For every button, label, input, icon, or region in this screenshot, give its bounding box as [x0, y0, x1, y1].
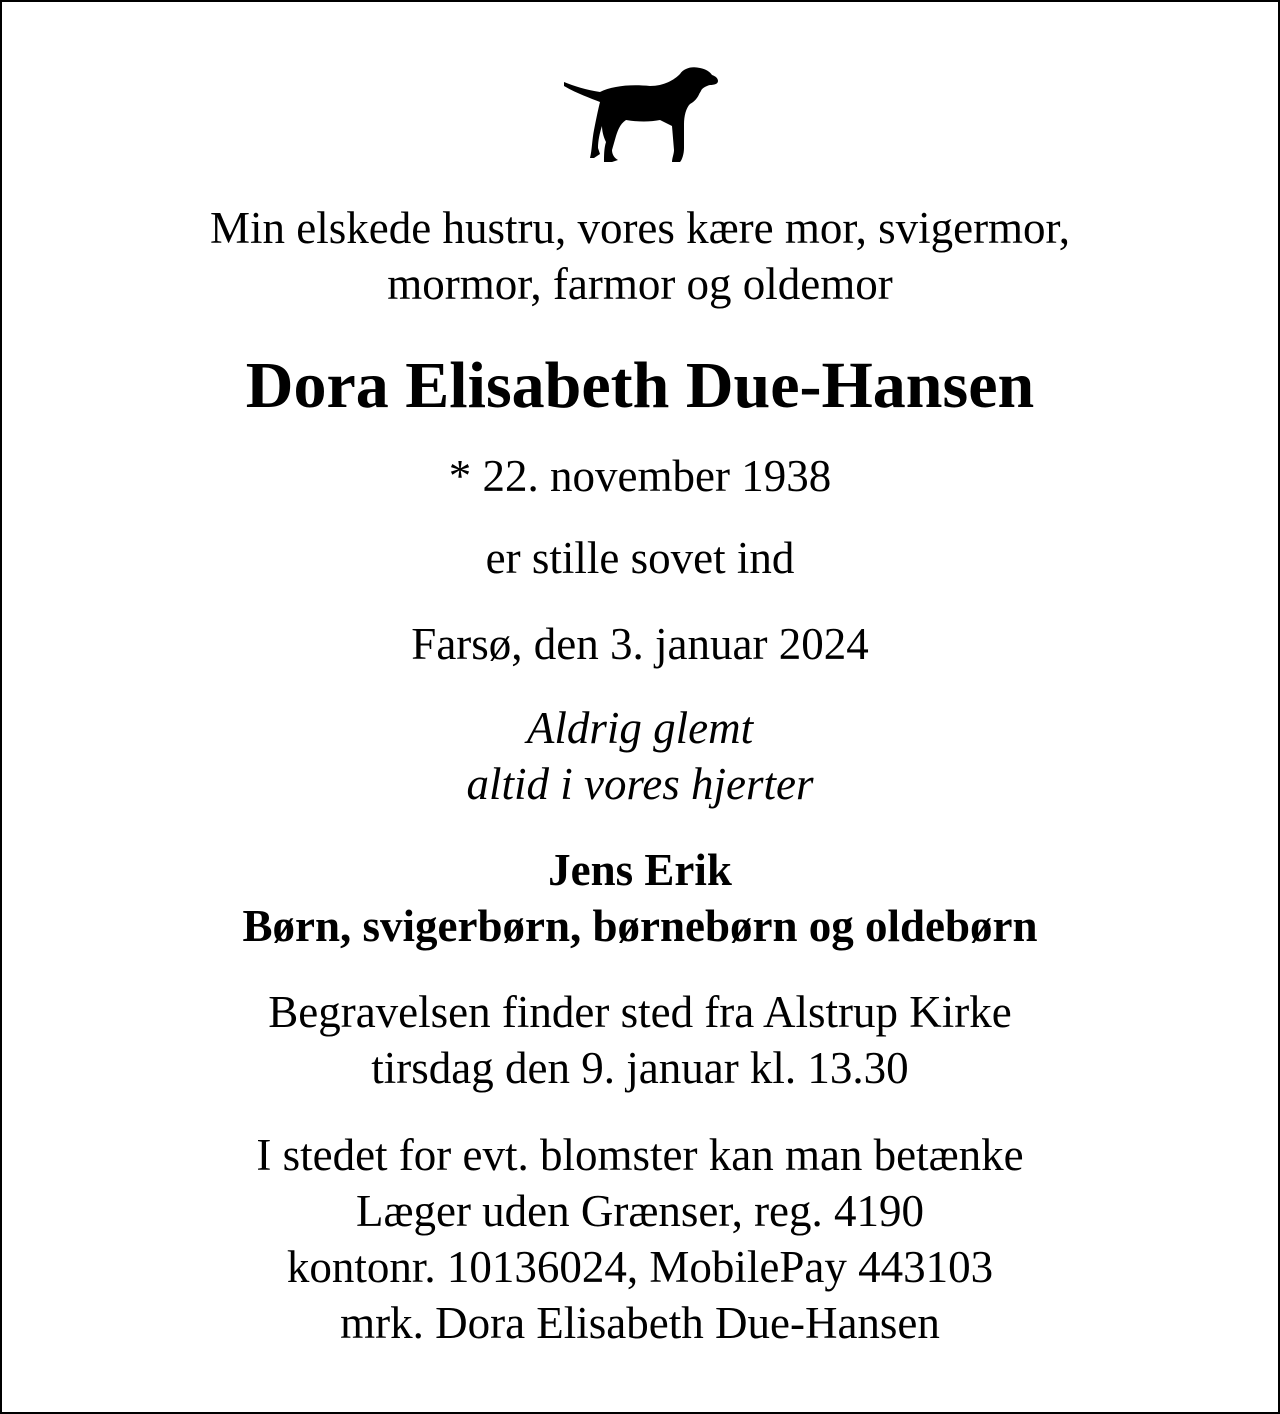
donation-line-2: Læger uden Grænser, reg. 4190 [355, 1186, 925, 1236]
donation-line-4: mrk. Dora Elisabeth Due-Hansen [340, 1298, 940, 1348]
memorial-motto [0, 700, 1280, 812]
intro-line-2: mormor, farmor og oldemor [387, 259, 893, 309]
donation-line-1: I stedet for evt. blomster kan man betænke [256, 1130, 1024, 1180]
family-line-2: Børn, svigerbørn, børnebørn og oldebørn [242, 901, 1038, 951]
motto-line-2: altid i vores hjerter [466, 759, 814, 809]
family-signature [0, 842, 1280, 954]
birth-date: * 22. november 1938 [448, 451, 832, 501]
funeral-line-1: Begravelsen finder sted fra Alstrup Kirke [268, 987, 1012, 1037]
donation-line-3: kontonr. 10136024, MobilePay 443103 [286, 1242, 994, 1292]
deceased-name: Dora Elisabeth Due-Hansen [245, 349, 1035, 422]
funeral-line-2: tirsdag den 9. januar kl. 13.30 [371, 1043, 909, 1093]
motto-line-1: Aldrig glemt [526, 703, 754, 753]
intro-text [0, 200, 1280, 312]
family-line-1: Jens Erik [548, 845, 732, 895]
passing-text: er stille sovet ind [485, 533, 795, 583]
funeral-info [0, 984, 1280, 1096]
intro-line-1: Min elskede hustru, vores kære mor, svigermor, [210, 203, 1070, 253]
dog-silhouette-icon [560, 62, 722, 168]
donation-info [0, 1127, 1280, 1351]
place-and-date: Farsø, den 3. januar 2024 [411, 619, 869, 669]
